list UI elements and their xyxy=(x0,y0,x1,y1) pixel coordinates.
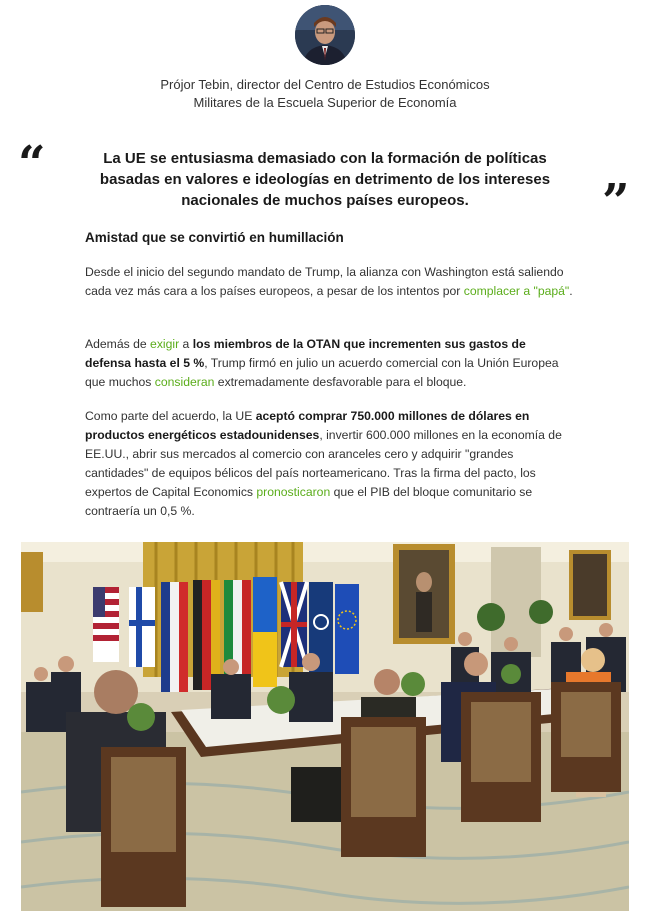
paragraph-text: Además de xyxy=(85,337,151,351)
paragraph-text: a xyxy=(179,337,193,351)
link-consideran[interactable]: consideran xyxy=(154,375,215,389)
paragraph-text: que el PIB del bloque comunitario se contraería un 0,5 %. xyxy=(85,485,533,518)
paragraph-2 xyxy=(85,335,575,392)
section-heading: Amistad que se convirtió en humillación xyxy=(85,230,344,245)
open-quote-icon: “ xyxy=(18,136,46,192)
link-pronosticaron[interactable]: pronosticaron xyxy=(256,485,331,499)
paragraph-3 xyxy=(85,407,575,521)
bold-text: los miembros de la OTAN que incrementen sus gastos de defensa hasta el 5 % xyxy=(85,337,526,370)
link-exigir[interactable]: exigir xyxy=(150,337,180,351)
article-photo xyxy=(21,542,629,911)
author-byline: Prójor Tebin, director del Centro de Estudios Económicos Militares de la Escuela Superior de Economía xyxy=(160,77,490,110)
bold-text: aceptó comprar 750.000 millones de dólares en productos energéticos estadounidenses xyxy=(85,409,530,442)
paragraph-text: , invertir 600.000 millones en la economía de EE.UU., abrir sus mercados al comercio con aranceles cero y adquirir "grandes cantidades" de equipos bélicos del país norteamericano. Tras la firma del pacto, los expertos de Capital Economics xyxy=(85,428,562,499)
close-quote-icon: ” xyxy=(602,174,630,230)
pull-quote: La UE se entusiasma demasiado con la formación de políticas basadas en valores e ideologías en detrimento de los intereses nacionales de muchos países europeos. xyxy=(99,150,551,209)
paragraph-1 xyxy=(85,263,575,301)
link-complacer[interactable]: complacer a "papá" xyxy=(463,284,570,298)
paragraph-text: . xyxy=(569,284,573,298)
paragraph-text: Como parte del acuerdo, la UE xyxy=(85,409,256,423)
paragraph-text: , Trump firmó en julio un acuerdo comercial con la Unión Europea que muchos xyxy=(85,356,559,389)
paragraph-text: extremadamente desfavorable para el bloque. xyxy=(214,375,467,389)
author-avatar xyxy=(295,5,355,65)
paragraph-text: Desde el inicio del segundo mandato de Trump, la alianza con Washington está saliendo cada vez más cara a los países europeos, a pesar de los intentos por xyxy=(85,265,564,298)
